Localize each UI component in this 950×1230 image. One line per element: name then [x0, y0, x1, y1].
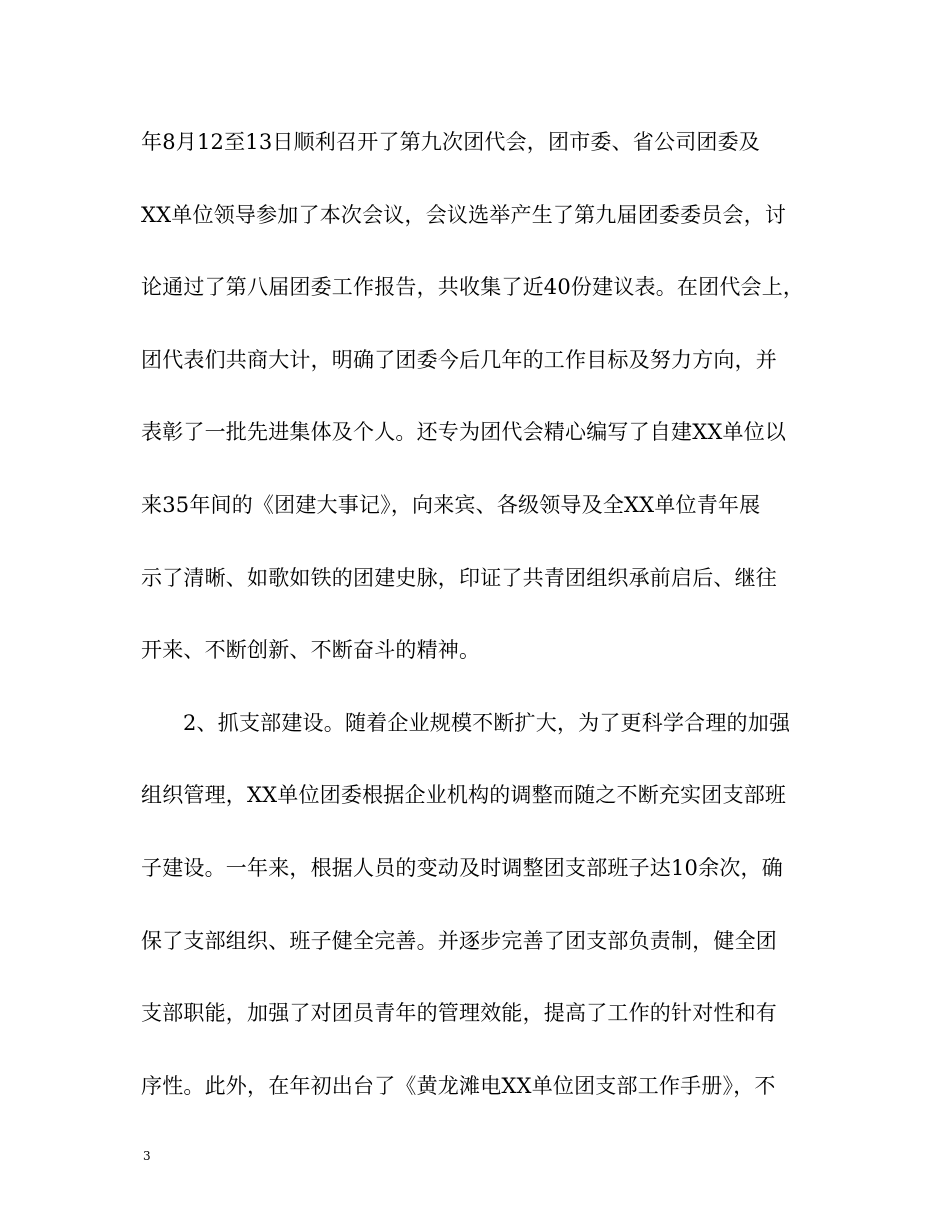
text-line: 序性。此外，在年初出台了《黄龙滩电XX单位团支部工作手册》，不 [141, 1073, 776, 1098]
page-number: 3 [143, 1149, 151, 1163]
text-line: 子建设。一年来，根据人员的变动及时调整团支部班子达10余次，确 [141, 855, 783, 880]
paragraph-start-line: 2、抓支部建设。随着企业规模不断扩大，为了更科学合理的加强 [183, 710, 791, 735]
text-line: 支部职能，加强了对团员青年的管理效能，提高了工作的针对性和有 [141, 1001, 777, 1026]
text-line: 表彰了一批先进集体及个人。还专为团代会精心编写了自建XX单位以 [141, 420, 787, 445]
text-line: 年8月12至13日顺利召开了第九次团代会，团市委、省公司团委及 [141, 130, 761, 154]
text-line: 团代表们共商大计，明确了团委今后几年的工作目标及努力方向，并 [141, 347, 777, 372]
text-line: XX单位领导参加了本次会议，会议选举产生了第九届团委委员会，讨 [141, 202, 787, 227]
text-line: 组织管理，XX单位团委根据企业机构的调整而随之不断充实团支部班 [141, 783, 787, 808]
text-line: 论通过了第八届团委工作报告，共收集了近40份建议表。在团代会上， [141, 275, 805, 300]
text-line: 示了清晰、如歌如铁的团建史脉，印证了共青团组织承前启后、继往 [141, 565, 777, 590]
text-line: 来35年间的《团建大事记》，向来宾、各级领导及全XX单位青年展 [141, 492, 761, 517]
text-line: 保了支部组织、班子健全完善。并逐步完善了团支部负责制，健全团 [141, 928, 777, 953]
text-line: 开来、不断创新、不断奋斗的精神。 [141, 638, 481, 663]
body-text [141, 122, 841, 1138]
